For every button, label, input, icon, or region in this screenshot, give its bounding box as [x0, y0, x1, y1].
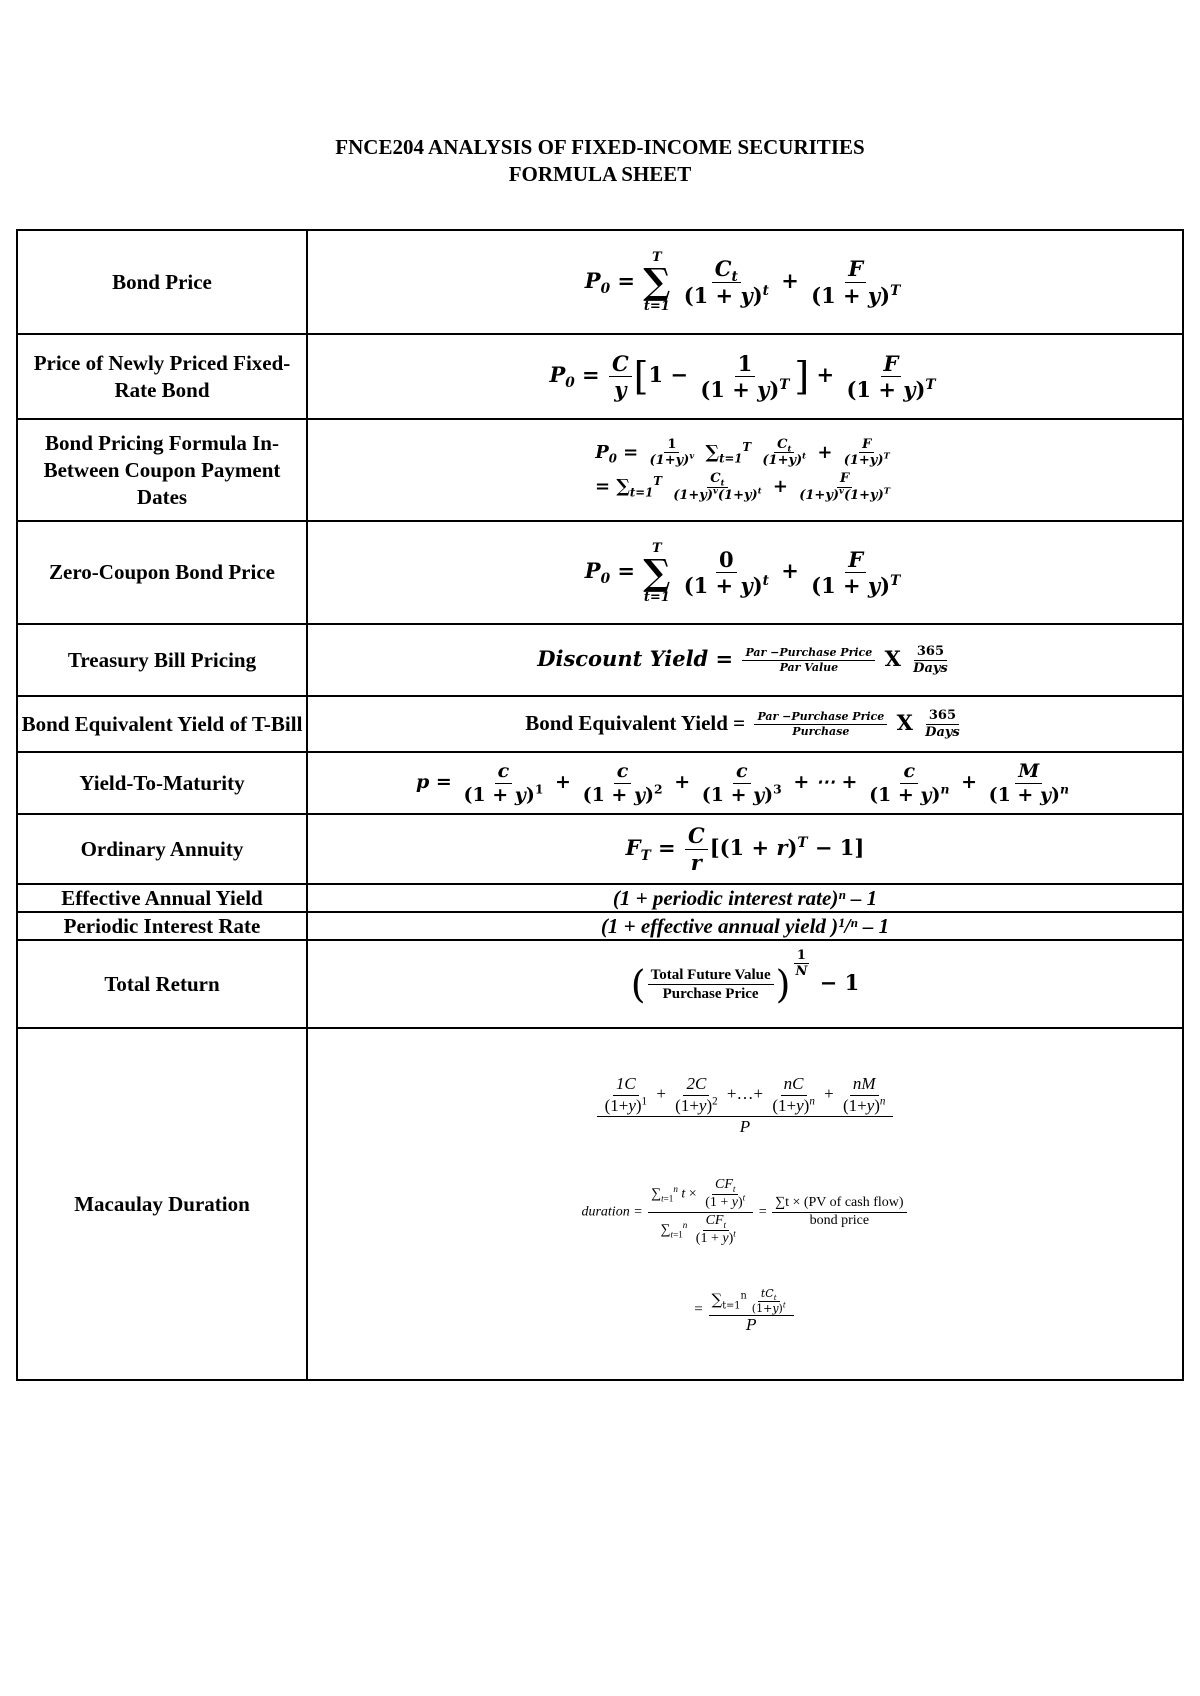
- row-label: Price of Newly Priced Fixed-Rate Bond: [17, 334, 307, 419]
- table-row: [17, 696, 1183, 752]
- table-row: [17, 940, 1183, 1028]
- row-label: Macaulay Duration: [17, 1028, 307, 1380]
- macaulay-formula-1: $\frac{1C}{(1+y)^1}$ + $\frac{2C}{(1+y)^2}$ +…+ $\frac{nC}{(1+y)^n}$ + $\frac{nM}{(1+y)^n}$ P: [308, 1074, 1182, 1137]
- in-between-formula: $P_0$ = $\frac{1}{(1+y)^v}$ $\sum_{t=1}^T$ $\frac{C_t}{(1+y)^t}$ + $\frac{F}{(1+y)^T}$ = $\sum_{t=1}^T$ $\frac{C_t}{(1+y)^v(1+y)^t}$ + $\frac{F}{(1+y)^v(1+y)^T}$: [307, 419, 1183, 521]
- row-label: Zero-Coupon Bond Price: [17, 521, 307, 624]
- row-label: Total Return: [17, 940, 307, 1028]
- annuity-formula: $F_T$ = $\frac{C}{r}$ $[(1 + r)^T - 1]$: [307, 814, 1183, 884]
- row-label: Bond Pricing Formula In-Between Coupon Payment Dates: [17, 419, 307, 521]
- bond-price-formula: $P_0$ = T ∑ t=1 $\frac{C_t}{(1 + y)^t}$ + $\frac{F}{(1 + y)^T}$: [307, 230, 1183, 334]
- macaulay-formula: [307, 1028, 1183, 1380]
- table-row: [17, 521, 1183, 624]
- ytm-formula: p = $\frac{c}{(1 + y)^1}$ + $\frac{c}{(1 + y)^2}$ + $\frac{c}{(1 + y)^3}$ + ⋯ + $\frac{c}{(1 + y)^n}$ + $\frac{M}{(1 + y)^n}$: [307, 752, 1183, 814]
- row-label: Ordinary Annuity: [17, 814, 307, 884]
- macaulay-formula-3: = $\sum_{t=1}^n$ $\frac{tC_t}{(1+y)^t}$ P: [308, 1287, 1182, 1333]
- table-row: [17, 752, 1183, 814]
- page-title-line2: FORMULA SHEET: [508, 162, 692, 186]
- row-label: Treasury Bill Pricing: [17, 624, 307, 696]
- table-row: [17, 419, 1183, 521]
- bey-label: Bond Equivalent Yield =: [525, 710, 746, 735]
- table-row: [17, 814, 1183, 884]
- table-row: [17, 912, 1183, 940]
- periodic-rate-formula: (1 + effective annual yield )¹/ⁿ – 1: [307, 912, 1183, 940]
- newly-priced-formula: $P_0$ = $\frac{C}{y}$ [1 − $\frac{1}{(1 + y)^T}$ ] + $\frac{F}{(1 + y)^T}$: [307, 334, 1183, 419]
- table-row: [17, 230, 1183, 334]
- page-title-line1: FNCE204 ANALYSIS OF FIXED-INCOME SECURITIES: [335, 135, 865, 159]
- table-row: [17, 334, 1183, 419]
- bey-formula: Bond Equivalent Yield = $\frac{\text{Par −Purchase Price}}{\text{Purchase}}$ X $\frac{365}{\text{Days}}$: [307, 696, 1183, 752]
- row-label: Bond Equivalent Yield of T-Bill: [17, 696, 307, 752]
- row-label: Periodic Interest Rate: [17, 912, 307, 940]
- table-row: [17, 1028, 1183, 1380]
- table-row: [17, 884, 1183, 912]
- formula-table: [16, 229, 1184, 1381]
- row-label: Effective Annual Yield: [17, 884, 307, 912]
- eay-formula: (1 + periodic interest rate)ⁿ – 1: [307, 884, 1183, 912]
- tbill-formula: Discount Yield = $\frac{\text{Par −Purchase Price}}{\text{Par Value}}$ X $\frac{365}{\text{Days}}$: [307, 624, 1183, 696]
- discount-yield-label: Discount Yield =: [537, 645, 734, 671]
- row-label: Yield-To-Maturity: [17, 752, 307, 814]
- total-return-formula: ( $\frac{\text{Total Future Value}}{\text{Purchase Price}}$ ) $^{\frac{1}{N}}$ − 1: [307, 940, 1183, 1028]
- row-label: Bond Price: [17, 230, 307, 334]
- macaulay-formula-2: duration = $\sum_{t=1}^n$ t × $\frac{CF_t}{(1 + y)^t}$ $\sum_{t=1}^n$ $\frac{CF_t}{(1 + y)^t}$ = $\frac{\text{∑t × (PV of cash flow)}}{\text{bond price}}$: [308, 1177, 1182, 1247]
- table-row: [17, 624, 1183, 696]
- zero-coupon-formula: $P_0$ = T ∑ t=1 $\frac{0}{(1 + y)^t}$ + $\frac{F}{(1 + y)^T}$: [307, 521, 1183, 624]
